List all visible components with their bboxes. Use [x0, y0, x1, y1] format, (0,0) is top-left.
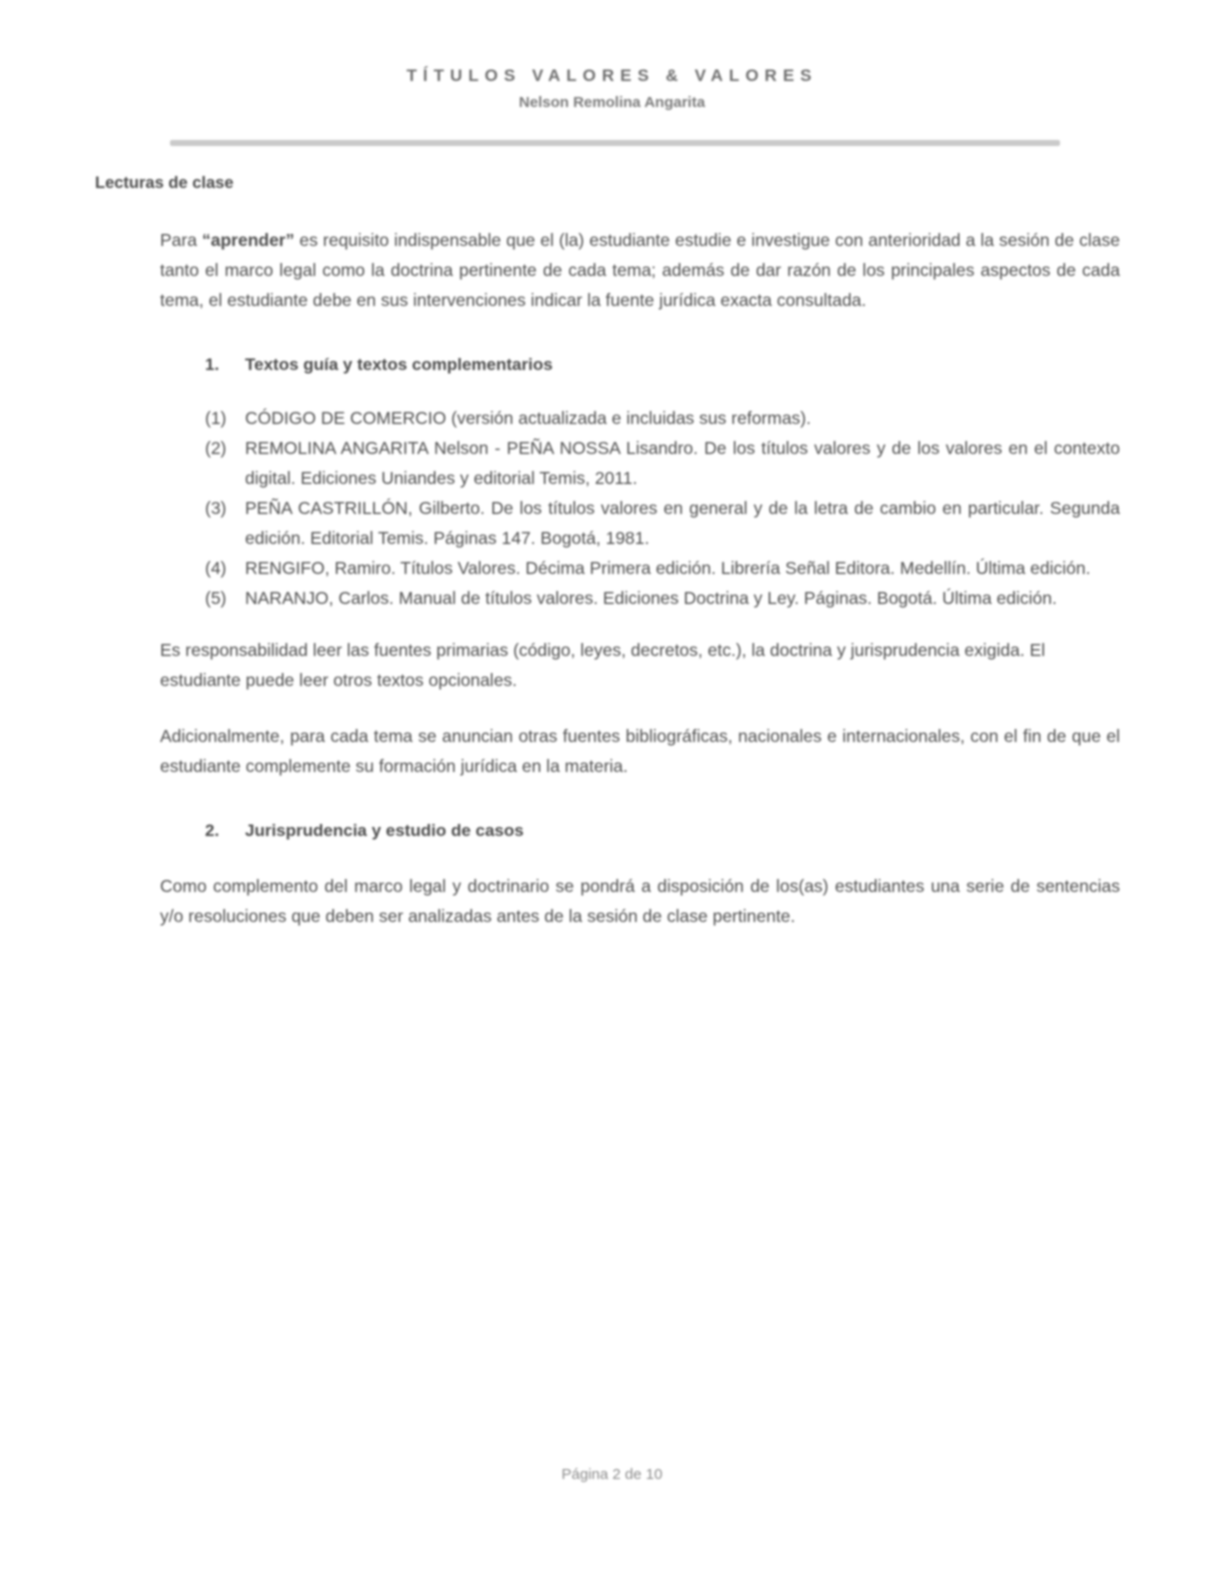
document-title: TÍTULOS VALORES & VALORES: [406, 66, 818, 85]
list-item-text: PEÑA CASTRILLÓN, Gilberto. De los títulos valores en general y de la letra de cambio en particular. Segunda edición. Editorial Temis. Páginas 147. Bogotá, 1981.: [245, 498, 1120, 548]
intro-bold-term: “aprender”: [201, 230, 295, 250]
document-subtitle: Nelson Remolina Angarita: [518, 94, 706, 111]
list-item-text: CÓDIGO DE COMERCIO (versión actualizada e incluidas sus reformas).: [245, 408, 811, 428]
list-item-text: RENGIFO, Ramiro. Títulos Valores. Décima Primera edición. Librería Señal Editora. Medellín. Última edición.: [245, 558, 1091, 578]
section-2-number: 2.: [205, 821, 220, 840]
intro-text-end: es requisito indispensable que el (la) estudiante estudie e investigue con anterioridad a la sesión de clase tanto el marco legal como la doctrina pertinente de cada tema; además de dar razón de los principales aspectos de cada tema, el estudiante debe en sus intervenciones indicar la fuente jurídica exacta consultada.: [160, 230, 1120, 310]
section-label: Lecturas de clase: [95, 174, 234, 192]
case-study-paragraph: Como complemento del marco legal y doctrinario se pondrá a disposición de los(as) estudiantes una serie de sentencias y/o resoluciones que deben ser analizadas antes de la sesión de clase pertinente.: [160, 876, 1120, 926]
section-1-number: 1.: [205, 355, 220, 374]
list-item: [205, 583, 1120, 613]
list-item-number: (3): [205, 498, 227, 518]
list-item: [205, 433, 1120, 493]
list-item-text: REMOLINA ANGARITA Nelson - PEÑA NOSSA Lisandro. De los títulos valores y de los valores en el contexto digital. Ediciones Uniandes y editorial Temis, 2011.: [245, 438, 1120, 488]
list-item-number: (5): [205, 588, 227, 608]
list-item-number: (2): [205, 438, 227, 458]
additional-sources-paragraph: Adicionalmente, para cada tema se anuncian otras fuentes bibliográficas, nacionales e internacionales, con el fin de que el estudiante complemente su formación jurídica en la materia.: [160, 726, 1120, 776]
document-header: [0, 0, 1224, 113]
reference-list: [205, 403, 1120, 613]
page-number-footer: Página 2 de 10: [561, 1466, 663, 1483]
section-2-title: Jurisprudencia y estudio de casos: [245, 821, 524, 840]
sources-paragraph: Es responsabilidad leer las fuentes primarias (código, leyes, decretos, etc.), la doctrina y jurisprudencia exigida. El estudiante puede leer otros textos opcionales.: [160, 640, 1046, 690]
list-item-text: NARANJO, Carlos. Manual de títulos valores. Ediciones Doctrina y Ley. Páginas. Bogotá. Última edición.: [245, 588, 1057, 608]
list-item: [205, 403, 1120, 433]
list-item: [205, 493, 1120, 553]
intro-paragraph: [160, 225, 1120, 315]
section-2-heading: [205, 821, 1120, 841]
section-1-title: Textos guía y textos complementarios: [245, 355, 553, 374]
horizontal-rule: [170, 140, 1060, 146]
section-1-heading: [205, 355, 1120, 375]
list-item-number: (1): [205, 408, 227, 428]
list-item-number: (4): [205, 558, 227, 578]
list-item: [205, 553, 1120, 583]
intro-text-start: Para: [160, 230, 202, 250]
